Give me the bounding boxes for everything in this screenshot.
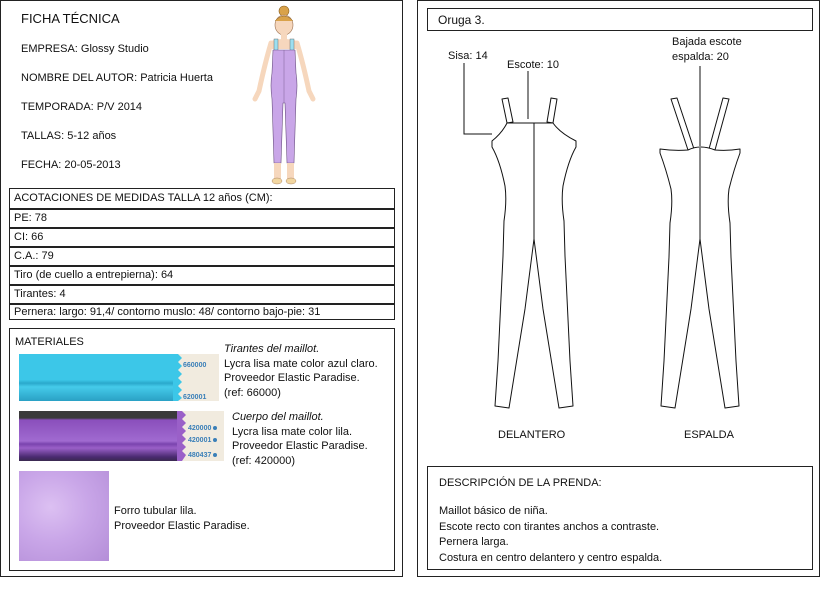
material-description xyxy=(114,504,250,533)
swatch-ref-tag xyxy=(188,425,217,432)
left-sheet xyxy=(0,0,403,577)
measure-row: CI: 66 xyxy=(9,228,395,247)
front-label: DELANTERO xyxy=(498,429,566,441)
material-line: Forro tubular lila. xyxy=(114,505,197,517)
material-line: Lycra lisa mate color lila. xyxy=(232,425,353,438)
date-field: FECHA: 20-05-2013 xyxy=(21,159,121,171)
material-line: Proveedor Elastic Paradise. xyxy=(224,372,360,384)
season-field: TEMPORADA: P/V 2014 xyxy=(21,101,143,113)
swatch-ref-tag xyxy=(188,452,217,459)
measure-row: PE: 78 xyxy=(9,209,395,228)
materials-title: MATERIALES xyxy=(15,336,84,348)
material-description xyxy=(224,342,378,400)
swatch-ref-tag-text: 420000 xyxy=(188,425,212,432)
description-box xyxy=(427,466,813,570)
description-text xyxy=(439,504,662,566)
material-description xyxy=(232,410,368,468)
technical-flats xyxy=(418,1,820,431)
bajada-annotation-line1: Bajada escote xyxy=(672,36,742,48)
front-flat xyxy=(492,98,576,408)
measure-row: C.A.: 79 xyxy=(9,247,395,266)
bajada-annotation-line2: espalda: 20 xyxy=(672,51,729,63)
swatch-ref-tag-text: 420001 xyxy=(188,437,212,444)
model-title: Oruga 3. xyxy=(438,13,485,27)
description-line: Pernera larga. xyxy=(439,536,509,548)
material-line: Proveedor Elastic Paradise. xyxy=(232,440,368,452)
blue-fabric-swatch xyxy=(19,354,219,401)
description-line: Costura en centro delantero y centro espalda. xyxy=(439,551,663,564)
measure-row: Pernera: largo: 91,4/ contorno muslo: 48/ contorno bajo-pie: 31 xyxy=(9,304,395,320)
description-line: Escote recto con tirantes anchos a contraste. xyxy=(439,520,660,533)
back-label: ESPALDA xyxy=(684,429,734,441)
material-line: Proveedor Elastic Paradise. xyxy=(114,519,250,532)
swatch-ref-tag xyxy=(188,437,217,444)
author-field: NOMBRE DEL AUTOR: Patricia Huerta xyxy=(21,72,213,84)
description-title: DESCRIPCIÓN DE LA PRENDA: xyxy=(439,477,602,489)
lilac-lining-swatch xyxy=(19,471,109,561)
measures-title: ACOTACIONES DE MEDIDAS TALLA 12 años (CM): xyxy=(14,192,273,204)
measure-row: Tiro (de cuello a entrepierna): 64 xyxy=(9,266,395,285)
company-field: EMPRESA: Glossy Studio xyxy=(21,43,149,55)
measure-row: Tirantes: 4 xyxy=(9,285,395,304)
material-line: (ref: 66000) xyxy=(224,386,281,399)
sisa-annotation: Sisa: 14 xyxy=(448,50,488,62)
material-line: (ref: 420000) xyxy=(232,454,295,467)
model-illustration xyxy=(249,3,319,185)
measures-header-box xyxy=(9,188,395,209)
purple-fabric-swatch xyxy=(19,411,224,461)
escote-annotation: Escote: 10 xyxy=(507,59,559,71)
sheet-title: FICHA TÉCNICA xyxy=(21,11,120,26)
swatch-ref-tag: 660000 xyxy=(183,362,207,369)
material-line: Lycra lisa mate color azul claro. xyxy=(224,357,378,370)
sizes-field: TALLAS: 5-12 años xyxy=(21,130,117,142)
material-heading: Cuerpo del maillot. xyxy=(232,411,324,423)
right-sheet xyxy=(417,0,820,577)
swatch-ref-tag: 620001 xyxy=(183,394,207,401)
description-line: Maillot básico de niña. xyxy=(439,505,548,517)
swatch-ref-tag-text: 480437 xyxy=(188,452,212,459)
material-heading: Tirantes del maillot. xyxy=(224,343,320,355)
